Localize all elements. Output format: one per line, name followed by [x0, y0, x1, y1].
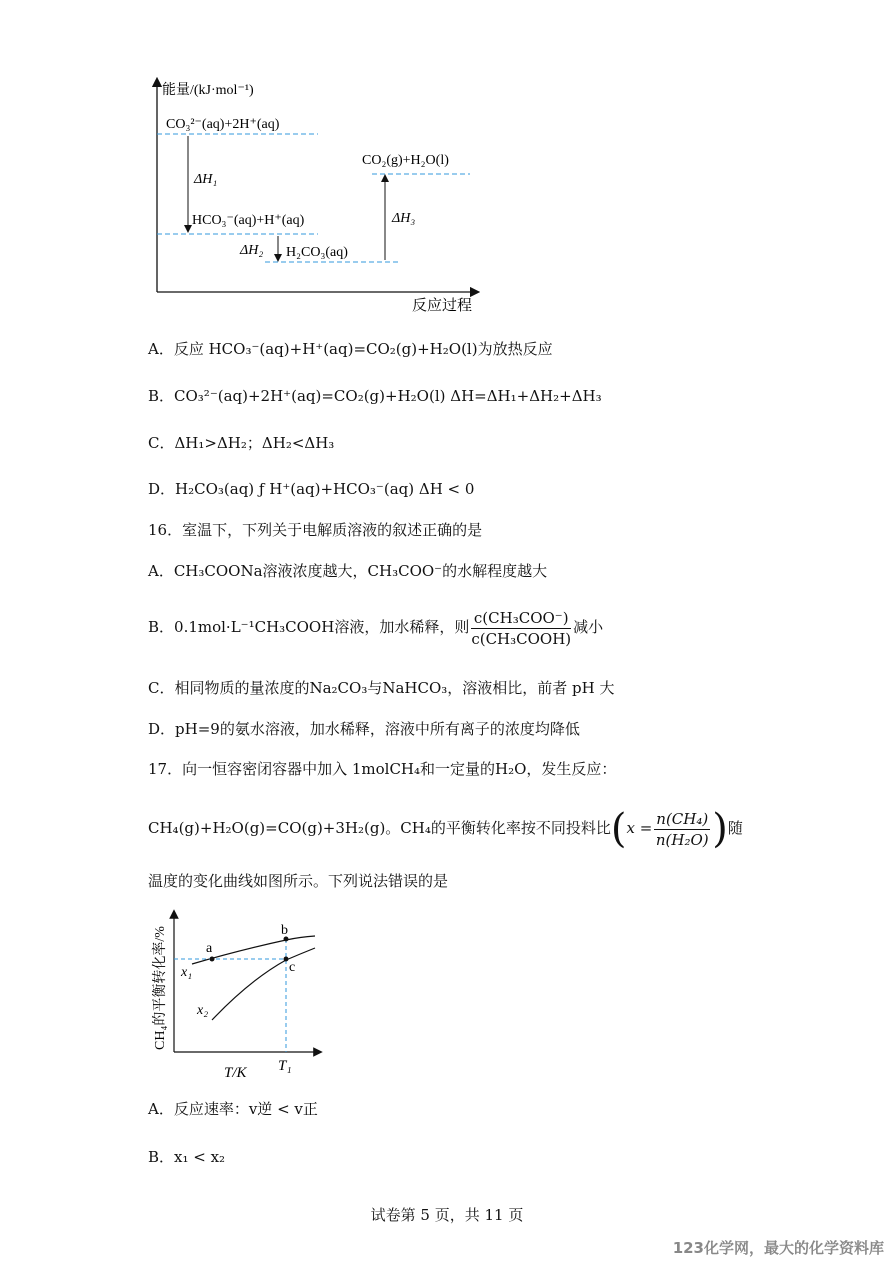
- q17-option-a: A．反应速率：v逆 < v正: [148, 1100, 318, 1118]
- q16-fraction-denominator: c(CH₃COOH): [471, 629, 572, 648]
- level-4-label: CO₂(g)+H₂O(l): [362, 153, 449, 168]
- q17-ratio-fraction: [654, 809, 710, 850]
- curve-x2: [212, 948, 315, 1020]
- watermark: 123化学网，最大的化学资料库: [672, 1239, 884, 1257]
- x-axis-label: 反应过程: [412, 298, 473, 314]
- level-1-label: CO₃²⁻(aq)+2H⁺(aq): [166, 117, 280, 132]
- q17-reaction-line: CH₄(g)+H₂O(g)=CO(g)+3H₂(g)。CH₄的平衡转化率按不同投料比(x = $\frac{\text{n(CH₄)}}{\text{n(H₂O)}}$ )随: [148, 806, 743, 852]
- label-x1: x₁: [181, 965, 193, 980]
- chart-y-label: CH₄的平衡转化率/%: [153, 926, 168, 1050]
- q17-x-eq: x =: [626, 819, 653, 837]
- q15-option-d: D．H₂CO₃(aq) ƒ H⁺(aq)+HCO₃⁻(aq) ΔH < 0: [148, 480, 475, 498]
- q17-reaction-post: 随: [727, 819, 743, 837]
- conversion-chart: [140, 900, 340, 1085]
- q16-option-d: D．pH=9的氨水溶液，加水稀释，溶液中所有离子的浓度均降低: [148, 720, 580, 738]
- label-a: a: [206, 941, 213, 956]
- q17-option-b: B．x₁ < x₂: [148, 1148, 226, 1166]
- label-c: c: [289, 960, 296, 975]
- point-a: [210, 957, 215, 962]
- q17-reaction-text: CH₄(g)+H₂O(g)=CO(g)+3H₂(g)。CH₄的平衡转化率按不同投料比: [148, 819, 611, 837]
- dh3-label: ΔH₃: [392, 211, 416, 226]
- label-x2: x₂: [197, 1003, 209, 1018]
- chart-tick-t1: T₁: [278, 1058, 292, 1074]
- q16-option-b-fraction: [471, 608, 571, 649]
- q16-option-b: [148, 605, 603, 649]
- level-2-label: HCO₃⁻(aq)+H⁺(aq): [192, 213, 305, 228]
- q16-stem: 16．室温下，下列关于电解质溶液的叙述正确的是: [148, 521, 483, 539]
- q16-option-c: C．相同物质的量浓度的Na₂CO₃与NaHCO₃，溶液相比，前者 pH 大: [148, 679, 615, 697]
- point-c: [284, 957, 289, 962]
- q17-ratio-numerator: n(CH₄): [656, 809, 709, 828]
- q15-option-c: C．ΔH₁>ΔH₂；ΔH₂<ΔH₃: [148, 434, 335, 452]
- q16-option-a: A．CH₃COONa溶液浓度越大，CH₃COO⁻的水解程度越大: [148, 562, 548, 580]
- dh2-label: ΔH₂: [240, 243, 264, 258]
- q16-option-b-post: 减小: [573, 618, 604, 636]
- level-3-label: H₂CO₃(aq): [286, 245, 348, 260]
- q17-ratio-denominator: n(H₂O): [655, 830, 709, 849]
- q17-stem: 17．向一恒容密闭容器中加入 1molCH₄和一定量的H₂O，发生反应：: [148, 760, 617, 778]
- page-footer: 试卷第 5 页，共 11 页: [370, 1206, 524, 1224]
- dh1-label: ΔH₁: [194, 172, 218, 187]
- chart-x-label: T/K: [224, 1065, 247, 1081]
- q15-option-b: B．CO₃²⁻(aq)+2H⁺(aq)=CO₂(g)+H₂O(l) ΔH=ΔH₁+ΔH₂+ΔH₃: [148, 387, 602, 405]
- q16-fraction-numerator: c(CH₃COO⁻): [471, 608, 571, 629]
- energy-diagram: [140, 70, 500, 320]
- q17-stem-line3: 温度的变化曲线如图所示。下列说法错误的是: [148, 872, 449, 890]
- q15-option-a: A．反应 HCO₃⁻(aq)+H⁺(aq)=CO₂(g)+H₂O(l)为放热反应: [148, 340, 553, 358]
- y-axis-label: 能量/(kJ·mol⁻¹): [162, 83, 254, 98]
- label-b: b: [281, 923, 288, 938]
- q16-option-b-pre: B．0.1mol·L⁻¹CH₃COOH溶液，加水稀释，则: [148, 618, 470, 636]
